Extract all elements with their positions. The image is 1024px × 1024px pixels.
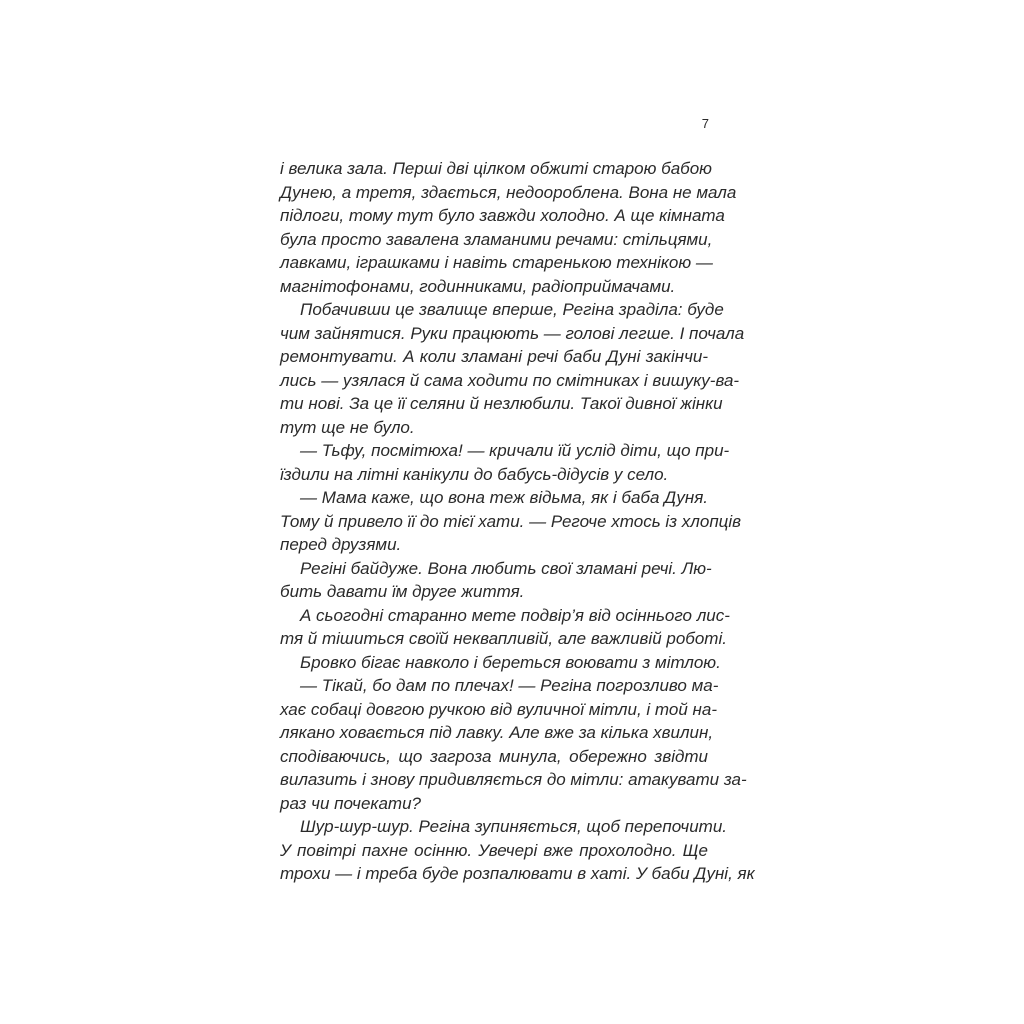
- text-line: магнітофонами, годинниками, радіоприймачами.: [280, 276, 676, 296]
- text-line: Дунею, а третя, здається, недоороблена. Вона не мала: [280, 182, 737, 202]
- text-line: підлоги, тому тут було завжди холодно. А ще кімната: [280, 206, 725, 225]
- text-line: Шур-шур-шур. Регіна зупиняється, щоб перепочити.: [300, 817, 728, 836]
- text-line: Регіні байдуже. Вона любить свої зламані речі. Лю-: [300, 558, 712, 578]
- text-line: тут ще не було.: [280, 417, 415, 437]
- text-line: бить давати їм друге життя.: [280, 582, 525, 601]
- text-line: раз чи почекати?: [280, 793, 421, 813]
- text-line: Бровко бігає навколо і береться воювати з мітлою.: [300, 652, 721, 672]
- text-line: лавками, іграшками і навіть старенькою технікою —: [280, 253, 713, 272]
- text-line: ремонтувати. А коли зламані речі баби Дуні закінчи-: [280, 347, 708, 366]
- text-line: А сьогодні старанно мете подвір’я від осіннього лис-: [300, 605, 730, 625]
- text-line: була просто завалена зламаними речами: стільцями,: [280, 229, 713, 249]
- text-line: чим зайнятися. Руки працюють — голові легше. І почала: [280, 323, 745, 343]
- text-line: їздили на літні канікули до бабусь-дідусів у село.: [280, 464, 669, 484]
- body-text: [280, 157, 755, 886]
- text-line: тя й тішиться своїй неквапливій, але важливій роботі.: [280, 629, 727, 648]
- text-line: — Тьфу, посмітюха! — кричали їй услід діти, що при-: [300, 441, 730, 460]
- text-line: перед друзями.: [280, 535, 402, 554]
- text-line: трохи — і треба буде розпалювати в хаті. У баби Дуні, як: [280, 864, 755, 883]
- text-line: сподіваючись, що загроза минула, обережно звідти: [280, 746, 708, 766]
- text-line: хає собаці довгою ручкою від вуличної мітли, і той на-: [280, 699, 717, 719]
- text-line: У повітрі пахне осінню. Увечері вже прохолодно. Ще: [280, 840, 708, 860]
- text-line: і велика зала. Перші дві цілком обжиті старою бабою: [280, 159, 712, 178]
- text-line: Тому й привело її до тієї хати. — Регоче хтось із хлопців: [280, 511, 742, 531]
- text-line: — Мама каже, що вона теж відьма, як і баба Дуня.: [300, 488, 708, 507]
- page-number: 7: [701, 116, 709, 131]
- text-line: Побачивши це звалище вперше, Регіна зраділа: буде: [300, 300, 724, 319]
- text-line: вилазить і знову придивляється до мітли: атакувати за-: [280, 770, 747, 789]
- text-line: ти нові. За це її селяни й незлюбили. Такої дивної жінки: [280, 394, 723, 413]
- text-line: лись — узялася й сама ходити по смітниках і вишуку-ва-: [280, 370, 740, 390]
- text-line: — Тікай, бо дам по плечах! — Регіна погрозливо ма-: [300, 676, 719, 695]
- text-line: лякано ховається під лавку. Але вже за кілька хвилин,: [280, 723, 714, 742]
